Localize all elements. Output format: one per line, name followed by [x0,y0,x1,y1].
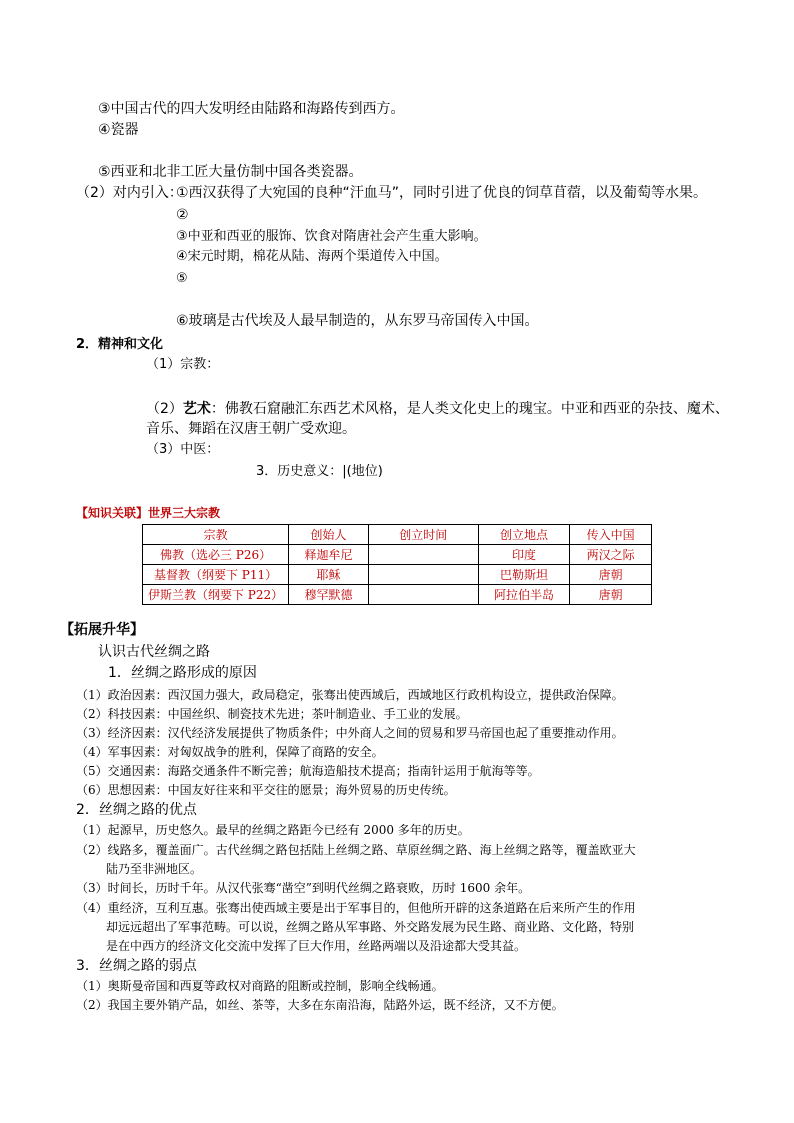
in-line-6: ⑥玻璃是古代埃及人最早制造的，从东罗马帝国传入中国。 [176,313,539,329]
medicine-label: （3）中医： [146,442,220,457]
advantage-item: （1）起源早，历史悠久。最早的丝绸之路距今已经有 2000 多年的历史。 [76,823,470,837]
cell-religion: 佛教（选必三 P26） [143,545,289,565]
cell-place: 阿拉伯半岛 [478,585,570,605]
in-line-5: ⑤ [176,271,188,286]
advantage-item-cont: 却远远超出了军事范畴。可以说，丝绸之路从军事路、外交路发展为民生路、商业路、文化路，特别 [106,920,635,934]
art-text-line2: 音乐、舞蹈在汉唐王朝广受欢迎。 [146,421,356,437]
cell-china: 唐朝 [570,565,652,585]
cell-time [368,585,478,605]
cell-place: 巴勒斯坦 [478,565,570,585]
in-label: （2）对内引入： [76,185,183,201]
religion-table [142,524,652,605]
in-line-4: ④宋元时期，棉花从陆、海两个渠道传入中国。 [176,249,448,264]
significance-line: 3．历史意义：|(地位) [256,464,383,479]
religion-label: （1）宗教： [146,357,220,372]
advantage-item-cont: 陆乃至非洲地区。 [106,862,203,876]
expand-subtitle: 认识古代丝绸之路 [98,644,210,660]
in-line-3: ③中亚和西亚的服饰、饮食对隋唐社会产生重大影响。 [176,229,487,244]
in-line-2: ② [176,207,189,223]
table-header-row [143,525,652,545]
header-place: 创立地点 [478,525,570,545]
advantage-item: （3）时间长，历时千年。从汉代张骞“凿空”到明代丝绸之路衰败，历时 1600 余年。 [76,881,531,895]
art-paragraph [146,400,729,418]
table-row [143,565,652,585]
reason-item: （1）政治因素：西汉国力强大，政局稳定，张骞出使西域后，西域地区行政机构设立，提供政治保障。 [76,688,624,702]
cell-place: 印度 [478,545,570,565]
cell-founder: 耶稣 [289,565,369,585]
section2-title: 2．精神和文化 [76,337,164,352]
weaknesses-heading: 3．丝绸之路的弱点 [76,958,197,974]
cell-religion: 基督教（纲要下 P11） [143,565,289,585]
reason-item: （5）交通因素：海路交通条件不断完善；航海造船技术提高；指南针运用于航海等等。 [76,764,540,778]
out-line-4: ④瓷器 [98,122,139,138]
advantages-heading: 2．丝绸之路的优点 [76,802,197,818]
advantage-item: （2）线路多，覆盖面广。古代丝绸之路包括陆上丝绸之路、草原丝绸之路、海上丝绸之路等，覆盖欧亚大 [76,843,636,857]
weakness-item: （1）奥斯曼帝国和西夏等政权对商路的阻断或控制，影响全线畅通。 [76,979,444,993]
header-religion: 宗教 [143,525,289,545]
cell-time [368,545,478,565]
reason-item: （3）经济因素：汉代经济发展提供了物质条件；中外商人之间的贸易和罗马帝国也起了重要推动作用。 [76,726,624,740]
weakness-item: （2）我国主要外销产品，如丝、茶等，大多在东南沿海，陆路外运，既不经济，又不方便。 [76,998,564,1012]
art-label: 艺术 [182,401,211,417]
expand-title: 【拓展升华】 [60,622,144,638]
reason-item: （4）军事因素：对匈奴战争的胜利，保障了商路的安全。 [76,745,384,759]
table-row [143,545,652,565]
header-time: 创立时间 [368,525,478,545]
art-text: ：佛教石窟融汇东西艺术风格，是人类文化史上的瑰宝。中亚和西亚的杂技、魔术、 [210,401,729,417]
out-line-3: ③中国古代的四大发明经由陆路和海路传到西方。 [98,101,405,117]
knowledge-title: 【知识关联】世界三大宗教 [76,506,221,520]
cell-china: 两汉之际 [570,545,652,565]
reason-item: （6）思想因素：中国友好往来和平交往的愿景；海外贸易的历史传统。 [76,783,456,797]
table-row [143,585,652,605]
cell-religion: 伊斯兰教（纲要下 P22） [143,585,289,605]
advantage-item-cont: 是在中西方的经济文化交流中发挥了巨大作用，丝路两端以及沿途都大受其益。 [106,939,527,953]
art-prefix: （2） [146,401,183,417]
advantage-item: （4）重经济，互利互惠。张骞出使西域主要是出于军事目的，但他所开辟的这条道路在后来所产生的作用 [76,901,636,915]
header-founder: 创始人 [289,525,369,545]
cell-china: 唐朝 [570,585,652,605]
cell-time [368,565,478,585]
header-china: 传入中国 [570,525,652,545]
in-line-1: ①西汉获得了大宛国的良种“汗血马”，同时引进了优良的饲草苜蓿，以及葡萄等水果。 [176,185,708,201]
out-line-5: ⑤西亚和北非工匠大量仿制中国各类瓷器。 [98,164,363,180]
reason-item: （2）科技因素：中国丝织、制瓷技术先进；茶叶制造业、手工业的发展。 [76,707,468,721]
cell-founder: 释迦牟尼 [289,545,369,565]
reasons-heading: 1．丝绸之路形成的原因 [108,665,257,681]
cell-founder: 穆罕默德 [289,585,369,605]
